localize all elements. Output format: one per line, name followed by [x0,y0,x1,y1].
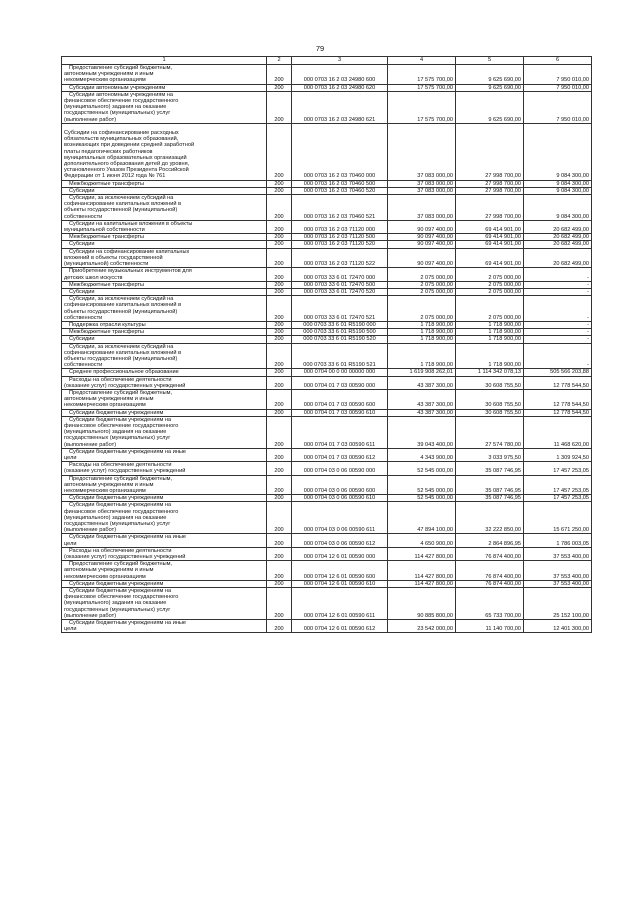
approved-amount-cell: 1 718 900,00 [388,329,456,336]
table-row [62,220,592,233]
column-number-header-row [62,57,592,65]
table-row [62,248,592,268]
table-row [62,502,592,534]
executed-amount-cell: 11 140 700,00 [456,620,524,633]
row-name-cell: Субсидии бюджетным учреждениям на финансовое обеспечение государственного (муниципального) задания на оказание государственных (муниципальных) услуг (выполнение работ) [62,416,267,448]
unexecuted-amount-cell: - [524,329,592,336]
executed-amount-cell: 35 087 746,95 [456,495,524,502]
line-code-cell: 200 [267,187,292,194]
row-name-cell: Предоставление субсидий бюджетным, автономным учреждениям и иным некоммерческим организациям [62,475,267,495]
unexecuted-amount-cell: 7 950 010,00 [524,84,592,91]
unexecuted-amount-cell: 12 778 544,50 [524,389,592,409]
budget-code-cell: 000 0703 16 2 03 71120 500 [292,234,388,241]
row-name-cell: Субсидии автономным учреждениям [62,84,267,91]
unexecuted-amount-cell: 20 682 499,00 [524,248,592,268]
row-name-cell: Субсидии [62,241,267,248]
approved-amount-cell: 114 427 800,00 [388,547,456,560]
row-name-cell: Субсидии бюджетным учреждениям [62,495,267,502]
line-code-cell: 200 [267,475,292,495]
unexecuted-amount-cell: 1 309 924,50 [524,448,592,461]
line-code-cell: 200 [267,389,292,409]
row-name-cell: Среднее профессиональное образование [62,369,267,376]
unexecuted-amount-cell: 37 553 400,00 [524,547,592,560]
executed-amount-cell: 27 998 700,00 [456,180,524,187]
table-row [62,321,592,328]
budget-code-cell: 000 0703 33 6 01 R5190 500 [292,329,388,336]
executed-amount-cell: 76 874 400,00 [456,580,524,587]
table-row [62,84,592,91]
unexecuted-amount-cell: 505 566 203,88 [524,369,592,376]
budget-code-cell: 000 0703 16 2 03 24980 600 [292,65,388,85]
approved-amount-cell: 4 343 900,00 [388,448,456,461]
approved-amount-cell: 43 387 300,00 [388,376,456,389]
unexecuted-amount-cell: 17 457 253,05 [524,495,592,502]
unexecuted-amount-cell: 11 468 620,00 [524,416,592,448]
unexecuted-amount-cell: 20 682 499,00 [524,220,592,233]
budget-code-cell: 000 0703 16 2 03 71120 522 [292,248,388,268]
executed-amount-cell: 1 114 342 078,13 [456,369,524,376]
table-row [62,268,592,281]
approved-amount-cell: 52 545 000,00 [388,495,456,502]
row-name-cell: Предоставление субсидий бюджетным, автономным учреждениям и иным некоммерческим организациям [62,389,267,409]
budget-code-cell: 000 0703 16 2 03 70460 520 [292,187,388,194]
line-code-cell: 200 [267,495,292,502]
budget-code-cell: 000 0704 12 6 01 00590 000 [292,547,388,560]
approved-amount-cell: 4 650 900,00 [388,534,456,547]
row-name-cell: Поддержка отрасли культуры [62,321,267,328]
budget-code-cell: 000 0703 16 2 03 70460 521 [292,195,388,221]
column-header: 3 [292,57,388,65]
row-name-cell: Межбюджетные трансферты [62,234,267,241]
executed-amount-cell: 69 414 901,00 [456,234,524,241]
line-code-cell: 200 [267,268,292,281]
unexecuted-amount-cell: 37 553 400,00 [524,561,592,581]
row-name-cell: Субсидии бюджетным учреждениям на финансовое обеспечение государственного (муниципального) задания на оказание государственных (муниципальных) услуг (выполнение работ) [62,588,267,620]
executed-amount-cell: 30 608 755,50 [456,389,524,409]
table-row [62,389,592,409]
line-code-cell: 200 [267,376,292,389]
budget-code-cell: 000 0704 12 6 01 00590 612 [292,620,388,633]
approved-amount-cell: 90 097 400,00 [388,248,456,268]
budget-code-cell: 000 0704 03 0 06 00590 611 [292,502,388,534]
line-code-cell: 200 [267,91,292,123]
table-row [62,296,592,322]
table-row [62,409,592,416]
budget-code-cell: 000 0704 01 7 03 00590 610 [292,409,388,416]
table-row [62,123,592,180]
budget-code-cell: 000 0703 33 6 01 R5190 520 [292,336,388,343]
row-name-cell: Субсидии, за исключением субсидий на софинансирование капитальных вложений в объекты государственной (муниципальной) собственности [62,296,267,322]
budget-code-cell: 000 0703 16 2 03 24980 621 [292,91,388,123]
approved-amount-cell: 1 718 900,00 [388,321,456,328]
executed-amount-cell: 30 608 755,50 [456,376,524,389]
approved-amount-cell: 37 083 000,00 [388,180,456,187]
budget-code-cell: 000 0703 33 6 01 72470 000 [292,268,388,281]
unexecuted-amount-cell: 9 084 300,00 [524,187,592,194]
line-code-cell: 200 [267,241,292,248]
executed-amount-cell: 69 414 901,00 [456,220,524,233]
budget-code-cell: 000 0704 12 6 01 00590 600 [292,561,388,581]
line-code-cell: 200 [267,296,292,322]
line-code-cell: 200 [267,369,292,376]
row-name-cell: Субсидии, за исключением субсидий на софинансирование капитальных вложений в объекты государственной (муниципальной) собственности [62,195,267,221]
executed-amount-cell: 32 222 850,00 [456,502,524,534]
column-header: 4 [388,57,456,65]
table-body [62,65,592,633]
line-code-cell: 200 [267,65,292,85]
line-code-cell: 200 [267,534,292,547]
table-row [62,561,592,581]
executed-amount-cell: 76 874 400,00 [456,561,524,581]
table-row [62,416,592,448]
approved-amount-cell: 47 894 100,00 [388,502,456,534]
line-code-cell: 200 [267,234,292,241]
table-row [62,180,592,187]
line-code-cell: 200 [267,321,292,328]
unexecuted-amount-cell: - [524,296,592,322]
line-code-cell: 200 [267,281,292,288]
page-number: 79 [315,44,325,53]
executed-amount-cell: 35 087 746,95 [456,462,524,475]
budget-code-cell: 000 0704 01 7 03 00590 612 [292,448,388,461]
unexecuted-amount-cell: 17 457 253,05 [524,462,592,475]
line-code-cell: 200 [267,588,292,620]
budget-code-cell: 000 0703 33 6 01 72470 500 [292,281,388,288]
table-row [62,580,592,587]
approved-amount-cell: 90 097 400,00 [388,220,456,233]
table-row [62,369,592,376]
approved-amount-cell: 1 619 908 262,01 [388,369,456,376]
line-code-cell: 200 [267,336,292,343]
budget-code-cell: 000 0704 12 6 01 00590 610 [292,580,388,587]
row-name-cell: Расходы на обеспечение деятельности (оказание услуг) государственных учреждений [62,547,267,560]
approved-amount-cell: 39 043 400,00 [388,416,456,448]
row-name-cell: Субсидии бюджетным учреждениям [62,580,267,587]
approved-amount-cell: 2 075 000,00 [388,268,456,281]
executed-amount-cell: 9 625 690,00 [456,84,524,91]
line-code-cell: 200 [267,561,292,581]
row-name-cell: Межбюджетные трансферты [62,329,267,336]
line-code-cell: 200 [267,409,292,416]
unexecuted-amount-cell: 17 457 253,05 [524,475,592,495]
table-row [62,65,592,85]
approved-amount-cell: 2 075 000,00 [388,281,456,288]
executed-amount-cell: 1 718 900,00 [456,329,524,336]
table-row [62,475,592,495]
executed-amount-cell: 69 414 901,00 [456,241,524,248]
budget-code-cell: 000 0704 03 0 06 00590 000 [292,462,388,475]
row-name-cell: Субсидии на софинансирование расходных обязательств муниципальных образований, возникающих при доведении средней заработной платы педагогических работников муниципальных образовательных организаций дополнительного образования детей до уровня, установленного Указом Президента Российской Федерации от 1 июня 2012 года № 761 [62,123,267,180]
executed-amount-cell: 2 075 000,00 [456,288,524,295]
approved-amount-cell: 2 075 000,00 [388,296,456,322]
row-name-cell: Предоставление субсидий бюджетным, автономным учреждениям и иным некоммерческим организациям [62,65,267,85]
unexecuted-amount-cell: 20 682 499,00 [524,234,592,241]
line-code-cell: 200 [267,288,292,295]
unexecuted-amount-cell: 37 553 400,00 [524,580,592,587]
approved-amount-cell: 17 575 700,00 [388,91,456,123]
budget-code-cell: 000 0704 03 0 06 00590 600 [292,475,388,495]
unexecuted-amount-cell: 7 950 010,00 [524,91,592,123]
row-name-cell: Субсидии, за исключением субсидий на софинансирование капитальных вложений в объекты государственной (муниципальной) собственности [62,343,267,369]
table-row [62,534,592,547]
approved-amount-cell: 1 718 900,00 [388,336,456,343]
row-name-cell: Субсидии [62,336,267,343]
executed-amount-cell: 1 718 900,00 [456,336,524,343]
row-name-cell: Предоставление субсидий бюджетным, автономным учреждениям и иным некоммерческим организациям [62,561,267,581]
table-row [62,288,592,295]
executed-amount-cell: 35 087 746,95 [456,475,524,495]
executed-amount-cell: 2 075 000,00 [456,268,524,281]
budget-code-cell: 000 0703 16 2 03 70460 500 [292,180,388,187]
unexecuted-amount-cell: 12 401 300,00 [524,620,592,633]
line-code-cell: 200 [267,547,292,560]
unexecuted-amount-cell: 7 950 010,00 [524,65,592,85]
executed-amount-cell: 9 625 690,00 [456,65,524,85]
row-name-cell: Субсидии бюджетным учреждениям на финансовое обеспечение государственного (муниципального) задания на оказание государственных (муниципальных) услуг (выполнение работ) [62,502,267,534]
line-code-cell: 200 [267,462,292,475]
unexecuted-amount-cell: - [524,336,592,343]
unexecuted-amount-cell: 25 152 100,00 [524,588,592,620]
row-name-cell: Субсидии на капитальные вложения в объекты муниципальной собственности [62,220,267,233]
table-row [62,376,592,389]
approved-amount-cell: 43 387 300,00 [388,389,456,409]
unexecuted-amount-cell: - [524,281,592,288]
table-row [62,343,592,369]
table-row [62,329,592,336]
row-name-cell: Субсидии на софинансирование капитальных вложений в объекты государственной (муниципальной) собственности [62,248,267,268]
approved-amount-cell: 90 097 400,00 [388,234,456,241]
table-row [62,448,592,461]
row-name-cell: Субсидии бюджетным учреждениям на иные цели [62,534,267,547]
approved-amount-cell: 90 885 800,00 [388,588,456,620]
table-row [62,234,592,241]
table-row [62,588,592,620]
approved-amount-cell: 1 718 900,00 [388,343,456,369]
executed-amount-cell: 2 075 000,00 [456,281,524,288]
unexecuted-amount-cell: - [524,321,592,328]
line-code-cell: 200 [267,448,292,461]
executed-amount-cell: 30 608 755,50 [456,409,524,416]
table-row [62,620,592,633]
budget-code-cell: 000 0704 00 0 00 00000 000 [292,369,388,376]
unexecuted-amount-cell: - [524,343,592,369]
executed-amount-cell: 27 574 780,00 [456,416,524,448]
unexecuted-amount-cell: 12 778 544,50 [524,376,592,389]
line-code-cell: 200 [267,248,292,268]
approved-amount-cell: 90 097 400,00 [388,241,456,248]
table-row [62,547,592,560]
table-row [62,187,592,194]
unexecuted-amount-cell: 9 084 300,00 [524,195,592,221]
row-name-cell: Субсидии бюджетным учреждениям на иные цели [62,620,267,633]
unexecuted-amount-cell: 15 671 250,00 [524,502,592,534]
executed-amount-cell: 1 718 900,00 [456,321,524,328]
row-name-cell: Субсидии бюджетным учреждениям на иные цели [62,448,267,461]
row-name-cell: Субсидии [62,288,267,295]
executed-amount-cell: 1 718 900,00 [456,343,524,369]
line-code-cell: 200 [267,84,292,91]
column-header: 2 [267,57,292,65]
budget-code-cell: 000 0703 33 6 01 R5190 521 [292,343,388,369]
line-code-cell: 200 [267,195,292,221]
approved-amount-cell: 37 083 000,00 [388,195,456,221]
unexecuted-amount-cell: 1 786 003,05 [524,534,592,547]
table-row [62,241,592,248]
unexecuted-amount-cell: 12 778 544,50 [524,409,592,416]
table-row [62,195,592,221]
budget-code-cell: 000 0704 03 0 06 00590 610 [292,495,388,502]
executed-amount-cell: 2 864 896,95 [456,534,524,547]
table-row [62,336,592,343]
row-name-cell: Приобретение музыкальных инструментов для детских школ искусств [62,268,267,281]
row-name-cell: Субсидии [62,187,267,194]
line-code-cell: 200 [267,343,292,369]
executed-amount-cell: 9 625 690,00 [456,91,524,123]
approved-amount-cell: 52 545 000,00 [388,462,456,475]
budget-code-cell: 000 0704 01 7 03 00590 611 [292,416,388,448]
column-header: 1 [62,57,267,65]
executed-amount-cell: 27 998 700,00 [456,195,524,221]
row-name-cell: Субсидии бюджетным учреждениям [62,409,267,416]
budget-code-cell: 000 0704 03 0 06 00590 612 [292,534,388,547]
approved-amount-cell: 52 545 000,00 [388,475,456,495]
budget-code-cell: 000 0703 33 6 01 R5190 000 [292,321,388,328]
executed-amount-cell: 2 075 000,00 [456,296,524,322]
budget-code-cell: 000 0703 16 2 03 70460 000 [292,123,388,180]
table-row [62,91,592,123]
column-header: 5 [456,57,524,65]
unexecuted-amount-cell: - [524,268,592,281]
approved-amount-cell: 37 083 000,00 [388,123,456,180]
approved-amount-cell: 2 075 000,00 [388,288,456,295]
row-name-cell: Межбюджетные трансферты [62,180,267,187]
row-name-cell: Межбюджетные трансферты [62,281,267,288]
approved-amount-cell: 114 427 800,00 [388,561,456,581]
budget-code-cell: 000 0703 16 2 03 71120 520 [292,241,388,248]
table-row [62,462,592,475]
table-row [62,281,592,288]
line-code-cell: 200 [267,180,292,187]
row-name-cell: Расходы на обеспечение деятельности (оказание услуг) государственных учреждений [62,462,267,475]
executed-amount-cell: 27 998 700,00 [456,123,524,180]
table-row [62,495,592,502]
unexecuted-amount-cell: 20 682 499,00 [524,241,592,248]
approved-amount-cell: 43 387 300,00 [388,409,456,416]
budget-code-cell: 000 0704 12 6 01 00590 611 [292,588,388,620]
unexecuted-amount-cell: 9 084 300,00 [524,180,592,187]
approved-amount-cell: 37 083 000,00 [388,187,456,194]
approved-amount-cell: 23 542 000,00 [388,620,456,633]
line-code-cell: 200 [267,416,292,448]
row-name-cell: Расходы на обеспечение деятельности (оказание услуг) государственных учреждений [62,376,267,389]
approved-amount-cell: 114 427 800,00 [388,580,456,587]
executed-amount-cell: 65 733 700,00 [456,588,524,620]
line-code-cell: 200 [267,502,292,534]
budget-code-cell: 000 0703 33 6 01 72470 521 [292,296,388,322]
budget-code-cell: 000 0703 16 2 03 71120 000 [292,220,388,233]
column-header: 6 [524,57,592,65]
budget-table [61,56,592,633]
approved-amount-cell: 17 575 700,00 [388,84,456,91]
budget-code-cell: 000 0703 16 2 03 24980 620 [292,84,388,91]
budget-code-cell: 000 0703 33 6 01 72470 520 [292,288,388,295]
executed-amount-cell: 69 414 901,00 [456,248,524,268]
executed-amount-cell: 3 033 975,50 [456,448,524,461]
line-code-cell: 200 [267,329,292,336]
budget-code-cell: 000 0704 01 7 03 00590 000 [292,376,388,389]
row-name-cell: Субсидии автономным учреждениям на финансовое обеспечение государственного (муниципального) задания на оказание государственных (муниципальных) услуг (выполнение работ) [62,91,267,123]
line-code-cell: 200 [267,220,292,233]
approved-amount-cell: 17 575 700,00 [388,65,456,85]
executed-amount-cell: 27 998 700,00 [456,187,524,194]
line-code-cell: 200 [267,580,292,587]
unexecuted-amount-cell: 9 084 300,00 [524,123,592,180]
budget-code-cell: 000 0704 01 7 03 00590 600 [292,389,388,409]
line-code-cell: 200 [267,123,292,180]
executed-amount-cell: 76 874 400,00 [456,547,524,560]
line-code-cell: 200 [267,620,292,633]
unexecuted-amount-cell: - [524,288,592,295]
